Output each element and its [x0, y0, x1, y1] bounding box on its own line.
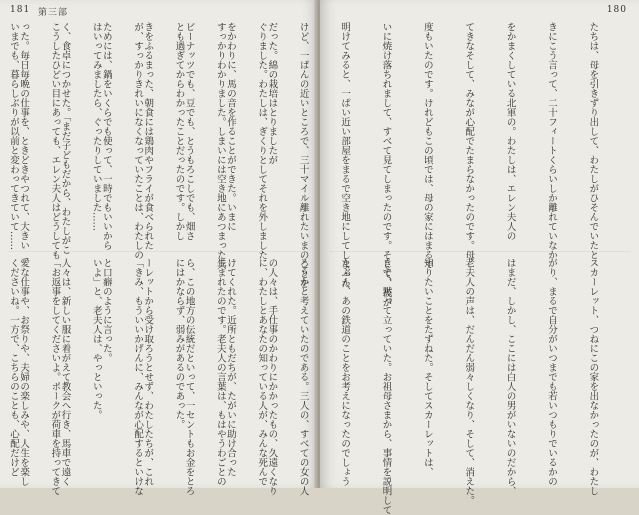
- text-line: こうしたひどい目にあっても、エレン夫人はどうしても: [49, 22, 61, 260]
- text-line: きにこう言って、二十フィートくらいしか離れていなか: [546, 22, 558, 260]
- text-line: いまでも、暮らしぶりが以前と変わってきていて……: [7, 22, 19, 250]
- text-line: はまだ、しかし、ここには白人の男がいないのだから、: [504, 258, 516, 496]
- section-divider: [330, 251, 631, 252]
- text-line: くださいね。一方で、こちらのことも、心配だけど: [7, 258, 19, 477]
- text-line: ためには、鍋をいくらでも使って、一時でもいいから: [100, 22, 112, 250]
- text-line: 度もいたのです。けれどもこの頃では、母の家にはまるで: [421, 22, 433, 269]
- text-line: をかまくしている北軍の。わたしは、エレン夫人の: [504, 22, 516, 241]
- text-line: いに焼け落ちれまして、すべて見てしまったのです。そして、夜が: [380, 22, 392, 307]
- text-line: の人々は、手仕事のかわりにかかったもの、久遠くなり: [266, 258, 278, 496]
- text-line: がり、まるで自分がいつまでも若いつもりでいるかの: [546, 258, 558, 486]
- text-line: 知りたいことをたずねた。そしてスカーレットは、: [421, 258, 433, 477]
- text-line: ろうかと考えていたのである。三人の、すべての女の人: [297, 258, 309, 496]
- text-line: けど、一ぱんの近いところで、三十マイル離れたいまのことを: [297, 22, 309, 288]
- text-line: が、すっかりきれいになくなっていたことは、わたしの: [132, 22, 144, 260]
- page-number: 180: [606, 5, 627, 15]
- text-line: った。毎日毎晩の仕事を、ときどきやつれて、大きい: [18, 22, 30, 250]
- text-line: とも過ぎてからわかったことだったのです。しかし: [173, 22, 185, 241]
- text-line: たちは、母を引きずり出して、わたしがひそんでいたと: [587, 22, 599, 260]
- text-line: 「お返事をしてくださいよ。ポークが荷車を持ってきて: [49, 258, 61, 496]
- text-line: ぐりました。わたしは、ぎくりとしてそれを外しました: [256, 22, 268, 260]
- text-line: スカーレット、つねにこの家を出なかったのが、わたし: [587, 258, 599, 496]
- text-line: いよ」と、老夫人は、やっといった。: [90, 258, 102, 420]
- text-line: きで、黙って立っていた。お祖母さまから、事情を説明して: [380, 258, 392, 515]
- text-line: きをふるまった、朝食には鶏肉やフライが食べられた: [142, 22, 154, 250]
- text-line: 人々は、新しい服に着がえて教会へ行き、馬車で遠く: [59, 258, 71, 486]
- text-line: 老夫人の声は、だんだん弱々しくなり、そして、消えた。: [463, 258, 475, 505]
- text-line: ビーナッツでも、豆でも、とうもろこしでも、畑さ: [183, 22, 195, 241]
- text-line: 愛な仕事や、お祭りや、夫婦の楽しみや、人生を楽し: [18, 258, 30, 486]
- page-number: 181: [10, 5, 31, 15]
- text-line: 生まれたのです。老夫人の言葉は、もはやうわごとの: [214, 258, 226, 486]
- text-line: けてくれた。近所ともだちが、たがいに助け合った: [225, 258, 237, 477]
- text-line: ーレットから受け取ろうとせず、わたしたちが、これ: [142, 258, 154, 486]
- text-line: 「きみ、もういいかげんに、みんなが心配するといけな: [132, 258, 144, 496]
- text-line: と口癖のように言った。: [100, 258, 112, 363]
- text-line: だった。綿の栽培はとりましたが: [266, 22, 278, 165]
- text-line: く、食卓につかせた。「まだ子どもだから、わたしがこ: [59, 22, 71, 255]
- text-line: はいってみましたら、ぐったりしていました……: [90, 22, 102, 231]
- text-line: てきなそして、みなが心配でたまらなかったのです。母: [463, 22, 475, 260]
- text-line: ら、この地方の伝統だといって、一セントもお金をとろ: [183, 258, 195, 496]
- text-line: 明けてみると、一ぱい近い部屋をまるで空き地にしてしまった: [339, 22, 351, 288]
- text-line: たぶん、あの鉄道のことをお考えになったのでしょう: [339, 258, 351, 486]
- text-line: にはかならず、弱みがあるのであった。: [173, 258, 185, 429]
- running-head: 第三部: [38, 8, 69, 18]
- text-line: に、わたしとあなたの知っている人が、みんな死んで: [256, 258, 268, 486]
- text-line: すっかりわかりました。しまいには空き地にあつまった兵: [214, 22, 226, 269]
- text-line: をかわりに、馬の音を作ることができた。いまに: [225, 22, 237, 231]
